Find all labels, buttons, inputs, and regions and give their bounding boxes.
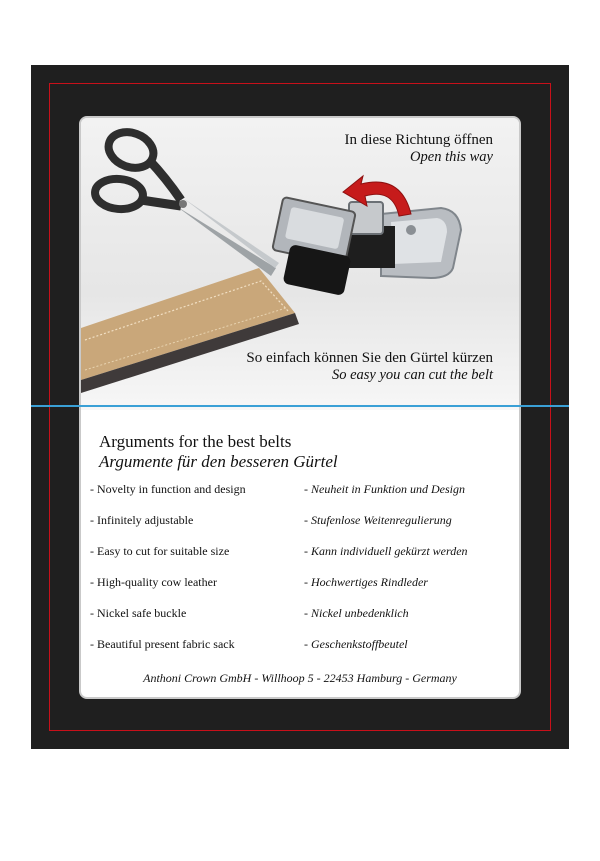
arguments-title-de: Argumente für den besseren Gürtel [99,452,338,471]
black-frame [31,65,569,749]
item-en: - Novelty in function and design [90,482,246,496]
cut-caption-de: So einfach können Sie den Gürtel kürzen [246,350,493,366]
buckle-icon [272,197,461,296]
list-item [90,575,510,606]
open-caption-en: Open this way [410,149,493,165]
list-item [90,544,510,575]
product-photo [81,118,519,410]
open-caption [345,132,493,166]
item-de: - Geschenkstoffbeutel [304,637,408,651]
list-item [90,513,510,544]
cut-caption-en: So easy you can cut the belt [331,367,493,383]
list-item [90,606,510,637]
arguments-list [90,482,510,668]
item-en: - Easy to cut for suitable size [90,544,230,558]
arguments-title-en: Arguments for the best belts [99,432,292,451]
item-de: - Nickel unbedenklich [304,606,409,620]
list-item [90,482,510,513]
company-address: Anthoni Crown GmbH - Willhoop 5 - 22453 Hamburg - Germany [143,671,457,685]
item-de: - Stufenlose Weitenregulierung [304,513,452,527]
blue-divider-line [31,405,569,407]
item-en: - Infinitely adjustable [90,513,194,527]
arguments-heading [99,432,509,472]
item-de: - Neuheit in Funktion und Design [304,482,465,496]
scissors-icon [94,126,279,276]
item-de: - Kann individuell gekürzt werden [304,544,468,558]
cut-caption [246,350,493,384]
open-caption-de: In diese Richtung öffnen [344,132,493,148]
item-en: - High-quality cow leather [90,575,217,589]
info-card [79,116,521,699]
item-en: - Beautiful present fabric sack [90,637,235,651]
item-de: - Hochwertiges Rindleder [304,575,428,589]
list-item [90,637,510,668]
item-en: - Nickel safe buckle [90,606,187,620]
